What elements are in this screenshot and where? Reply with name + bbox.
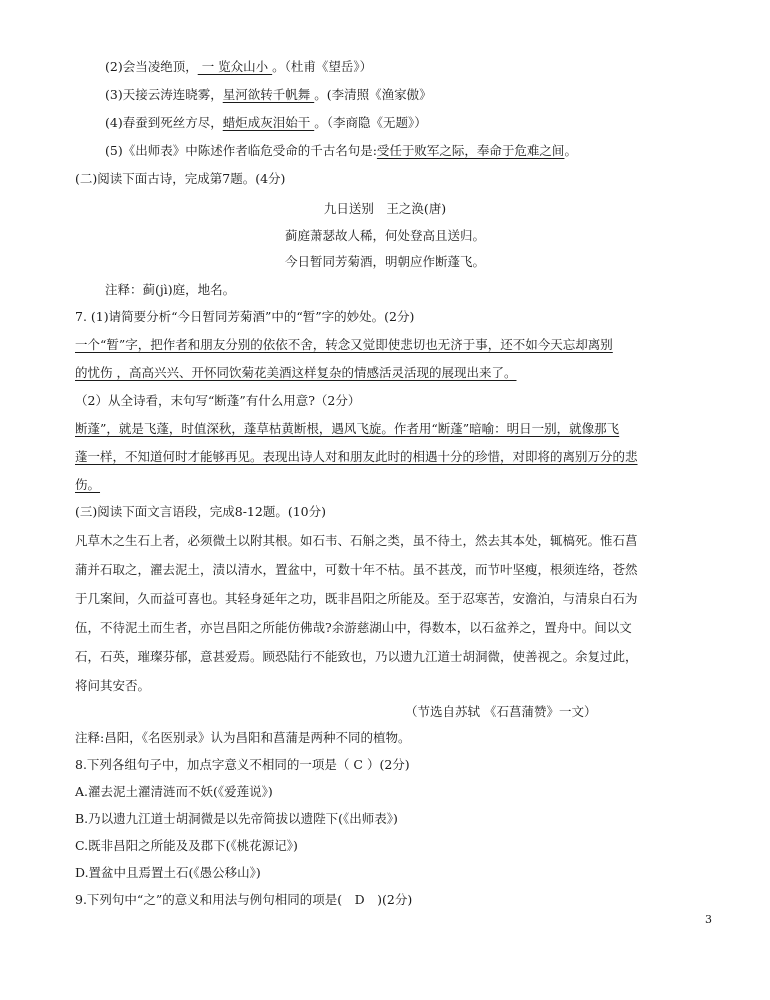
fill-item-2 (105, 58, 372, 76)
passage-line: 将问其安否。 (75, 678, 151, 693)
fill-answer: 受任于败军之际，奉命于危难之间 (376, 143, 565, 158)
passage-line: 于几案间，久而益可喜也。其轻身延年之功，既非昌阳之所能及。至于忍寒苦，安澹泊，与清泉白石为 (75, 591, 638, 606)
poem-title: 九日送别 王之涣(唐) (323, 201, 447, 216)
fill-source: 。 (564, 143, 577, 158)
poem-line: 今日暂同芳菊酒，明朝应作断蓬飞。 (284, 254, 485, 269)
poem-line: 蓟庭萧瑟故人稀，何处登高且送归。 (284, 228, 485, 243)
answer-line: 一个“暂”字，把作者和朋友分别的依依不舍，转念又觉即使悲切也无济于事，还不如今天忘却离别 (75, 337, 613, 352)
option-d: D.置盆中且焉置土石(《愚公移山》) (75, 865, 261, 880)
passage-line: 伍，不待泥土而生者，亦岂昌阳之所能仿佛哉?余游慈湖山中，得数本，以石盆养之，置舟中。间以文 (75, 620, 632, 635)
page-number: 3 (705, 913, 712, 926)
passage-line: 蒲并石取之，濯去泥土，渍以清水，置盆中，可数十年不枯。虽不甚茂，而节叶坚瘦，根须连络，苍然 (75, 562, 638, 577)
fill-prompt: (4)春蚕到死丝方尽， (105, 115, 223, 130)
option-c: C.既非昌阳之所能及及郡下(《桃花源记》) (75, 838, 298, 853)
fill-answer: 蜡炬成灰泪始干 (222, 115, 315, 130)
answer-line: 断蓬”，就是飞蓬，时值深秋，蓬草枯黄断根，遇风飞旋。作者用“断蓬”暗喻：明日一别，就像那飞 (75, 421, 620, 436)
fill-source: 。（李商隐《无题》） (314, 115, 427, 130)
question-9: 9.下列句中“之”的意义和用法与例句相同的项是( D )(2分) (75, 892, 413, 907)
fill-item-3 (105, 86, 432, 104)
fill-source: 。（杜甫《望岳》） (272, 59, 373, 74)
passage-line: 石，石英，璀璨芬郁，意甚爱焉。顾恐陆行不能致也，乃以遗九江道士胡洞微，使善视之。余复过此， (75, 649, 638, 664)
passage-line: 凡草木之生石上者，必须微土以附其根。如石韦、石斛之类，虽不待土，然去其本处，辄槁死。惟石菖 (75, 533, 638, 548)
fill-answer: 星河欲转千帆舞 (222, 87, 315, 102)
option-b: B.乃以遗九江道士胡洞微是以先帝简拔以遗陛下(《出师表》) (75, 811, 398, 826)
passage-source: （节选自苏轼 《石菖蒲赞》一文） (405, 704, 597, 719)
answer-line: 伤。 (75, 477, 101, 492)
answer-line: 的忧伤 ，高高兴兴、开怀同饮菊花美酒这样复杂的情感活灵活现的展现出来了。 (75, 365, 517, 380)
fill-prompt: (2)会当凌绝顶， (105, 59, 198, 74)
footnote: 注释:昌阳，《名医别录》认为昌阳和菖蒲是两种不同的植物。 (75, 730, 411, 745)
question-7-2: （2）从全诗看，末句写“断蓬”有什么用意?（2分） (75, 393, 361, 408)
fill-source: 。(李清照《渔家傲》 (314, 87, 432, 102)
fill-item-5 (105, 142, 577, 160)
footnote: 注释：蓟(jì)庭，地名。 (105, 282, 236, 297)
section-heading: (三)阅读下面文言语段，完成8-12题。(10分) (75, 504, 326, 519)
fill-answer: 一 览众山小 (197, 59, 273, 74)
answer-line: 蓬一样，不知道何时才能够再见。表现出诗人对和朋友此时的相遇十分的珍惜，对即将的离别万分的悲 (75, 449, 638, 464)
fill-prompt: (3)天接云涛连晓雾， (105, 87, 223, 102)
question-8: 8.下列各组句子中，加点字意义不相同的一项是（ C ）(2分) (75, 757, 410, 772)
section-heading: (二)阅读下面古诗，完成第7题。(4分) (75, 171, 286, 186)
option-a: A.濯去泥土濯清涟而不妖(《爱莲说》) (75, 784, 273, 799)
fill-prompt: (5)《出师表》中陈述作者临危受命的千古名句是: (105, 143, 377, 158)
question-7-1: 7. (1)请简要分析“今日暂同芳菊酒”中的“暂”字的妙处。(2分) (75, 309, 415, 324)
fill-item-4 (105, 114, 427, 132)
